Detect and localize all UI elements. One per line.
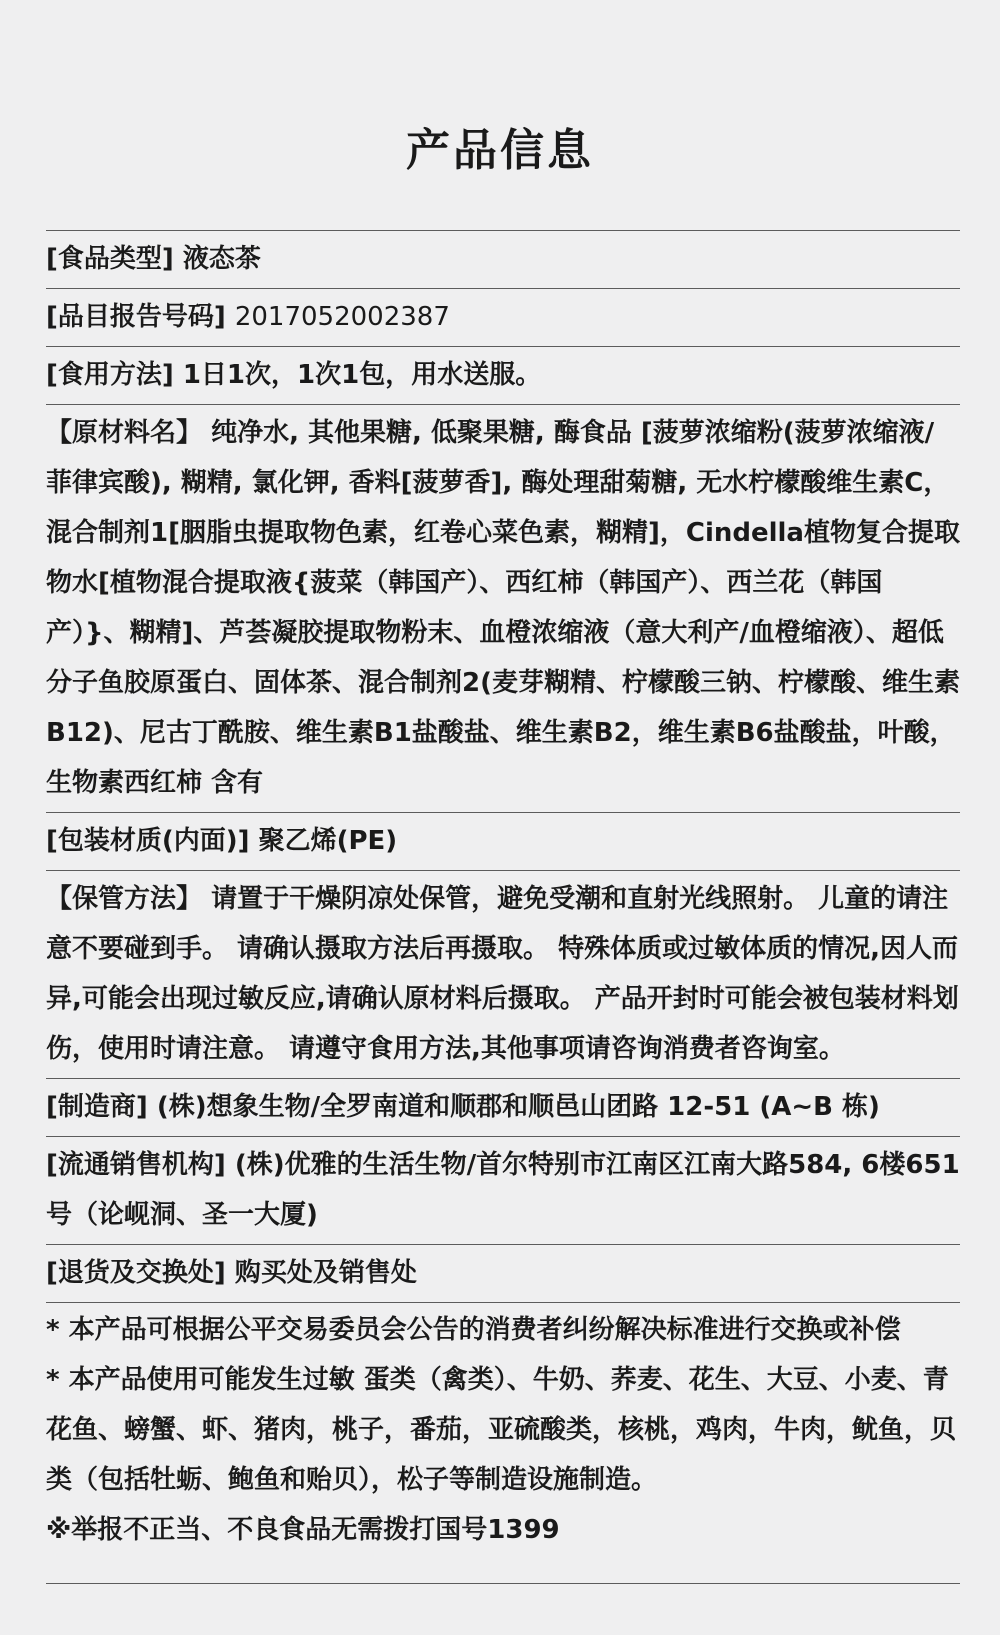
row-value: (株)想象生物/全罗南道和顺郡和顺邑山团路 12-51 (A~B 栋) [156,1092,880,1122]
row-manufacturer [46,1079,960,1137]
info-table [46,230,960,1303]
note-report-hotline: ※举报不正当、不良食品无需拨打国号1399 [46,1515,560,1545]
row-value: (株)优雅的生活生物/首尔特别市江南区江南大路584, 6楼651号（论岘洞、圣一大厦) [46,1150,960,1230]
bottom-divider [46,1583,960,1584]
row-distributor [46,1137,960,1245]
row-food-type [46,231,960,289]
notes-section [46,1305,960,1555]
row-ingredients [46,405,960,813]
row-packaging [46,813,960,871]
row-label: [食用方法] [46,360,174,390]
note-compensation: * 本产品可根据公平交易委员会公告的消费者纠纷解决标准进行交换或补偿 [46,1315,901,1345]
row-label: 【原材料名】 [46,418,203,448]
row-label: [制造商] [46,1092,148,1122]
row-label: [包装材质(内面)] [46,826,250,856]
row-label: 【保管方法】 [46,884,203,914]
row-label: [品目报告号码] [46,302,226,332]
row-returns [46,1245,960,1303]
row-value: 购买处及销售处 [234,1258,417,1288]
row-value: 聚乙烯(PE) [258,826,398,856]
row-storage [46,871,960,1079]
row-label: [流通销售机构] [46,1150,226,1180]
page-title: 产品信息 [406,125,594,176]
row-label: [食品类型] [46,244,174,274]
row-value: 1日1次，1次1包，用水送服。 [182,360,542,390]
note-allergen: * 本产品使用可能发生过敏 蛋类（禽类）、牛奶、荞麦、花生、大豆、小麦、青花鱼、螃蟹、虾、猪肉，桃子，番茄，亚硫酸类，核桃，鸡肉，牛肉，鱿鱼，贝类（包括牡蛎、鲍鱼和贻贝），松子等制造设施制造。 [46,1365,957,1495]
row-value: 请置于干燥阴凉处保管，避免受潮和直射光线照射。 儿童的请注意不要碰到手。 请确认摄取方法后再摄取。 特殊体质或过敏体质的情况,因人而异,可能会出现过敏反应,请确认原材料后摄取。 产品开封时可能会被包装材料划伤，使用时请注意。 请遵守食用方法,其他事项请咨询消费者咨询室。 [46,884,959,1064]
row-label: [退货及交换处] [46,1258,226,1288]
row-value: 2017052002387 [234,302,450,332]
row-value: 液态茶 [182,244,261,274]
row-usage [46,347,960,405]
row-value: 纯净水, 其他果糖, 低聚果糖, 酶食品 [菠萝浓缩粉(菠萝浓缩液/菲律宾酸), 糊精, 氯化钾, 香料[菠萝香], 酶处理甜菊糖, 无水柠檬酸维生素C，混合制剂1[胭脂虫提取物色素，红卷心菜色素，糊精]，Cindella植物复合提取物水[植物混合提取液{菠菜（韩国产）、西红柿（韩国产）、西兰花（韩国产）}、糊精]、芦荟凝胶提取物粉末、血橙浓缩液（意大利产/血橙缩液）、超低分子鱼胶原蛋白、固体茶、混合制剂2(麦芽糊精、柠檬酸三钠、柠檬酸、维生素B12)、尼古丁酰胺、维生素B1盐酸盐、维生素B2，维生素B6盐酸盐，叶酸，生物素西红柿 含有 [46,418,960,798]
row-report-number [46,289,960,347]
